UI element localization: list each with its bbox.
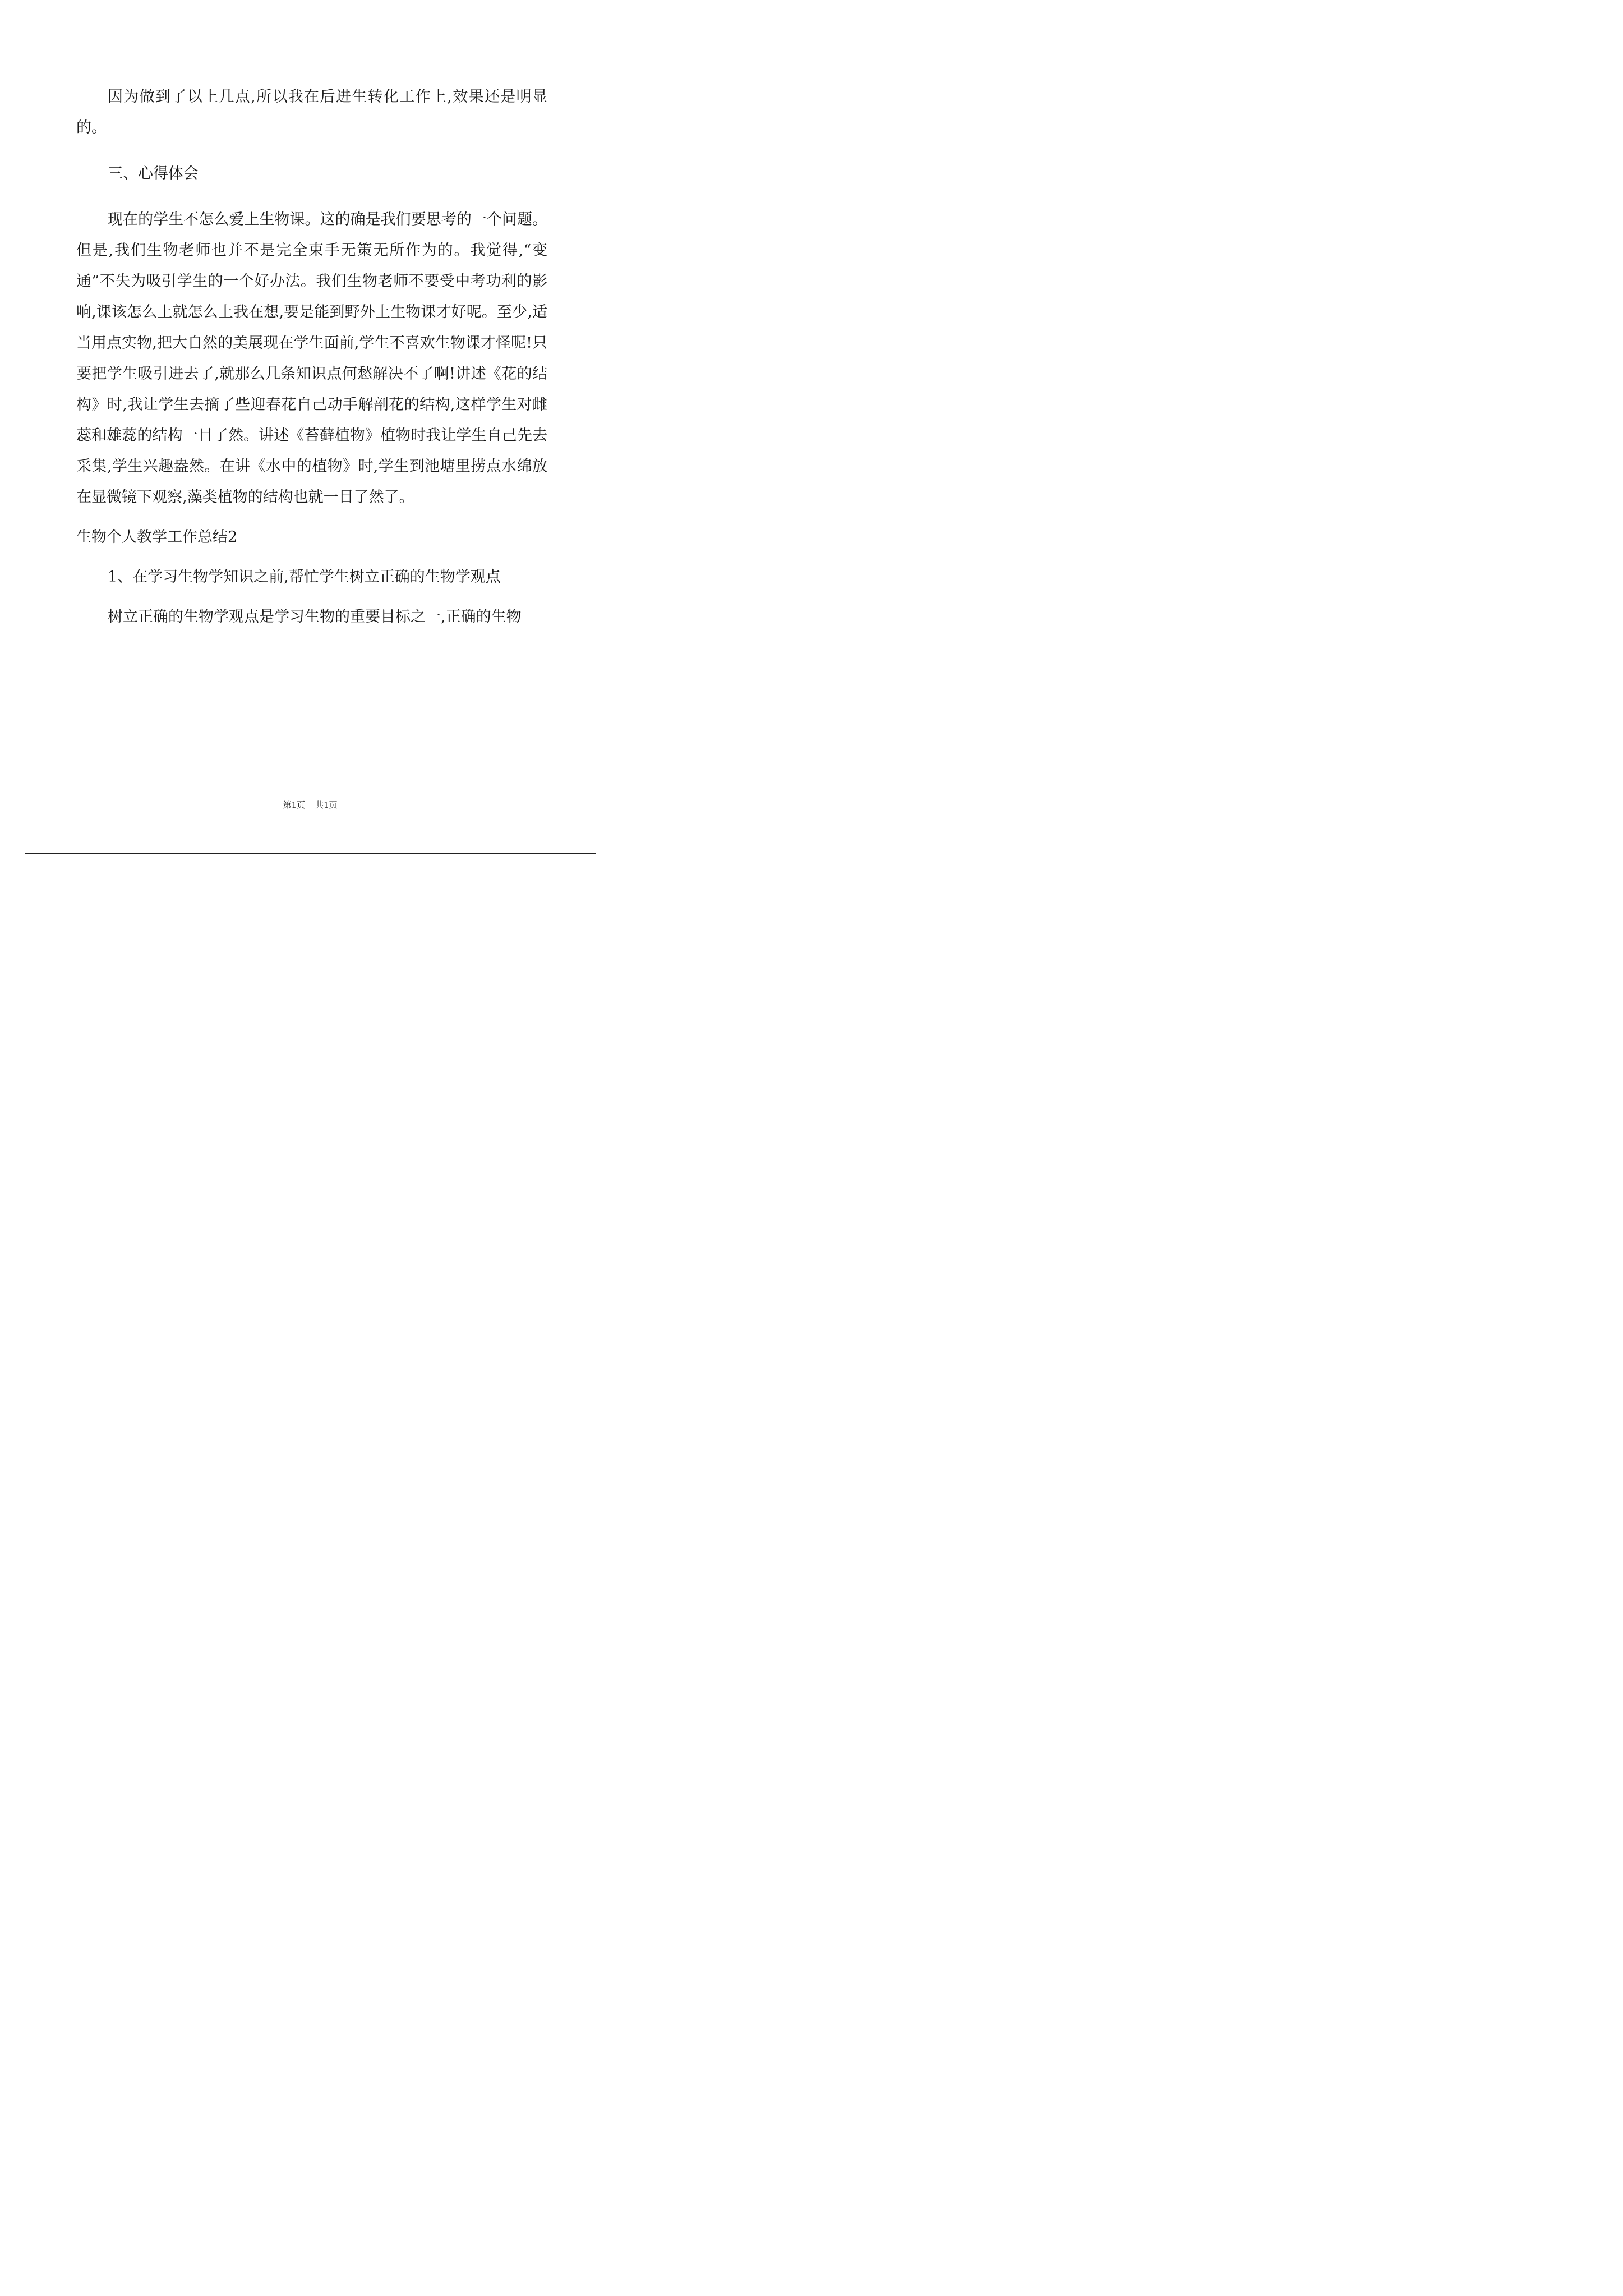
document-subtitle: 生物个人教学工作总结2	[76, 528, 238, 546]
page-footer	[0, 799, 620, 811]
total-pages: 共1页	[315, 800, 338, 810]
paragraph-conclusion: 因为做到了以上几点,所以我在后进生转化工作上,效果还是明显的。	[76, 88, 547, 136]
paragraph-continued: 树立正确的生物学观点是学习生物的重要目标之一,正确的生物	[108, 608, 522, 625]
numbered-point: 1、在学习生物学知识之前,帮忙学生树立正确的生物学观点	[108, 568, 501, 586]
document-body	[76, 81, 547, 632]
page-number: 第1页	[283, 800, 305, 810]
paragraph-reflection: 现在的学生不怎么爱上生物课。这的确是我们要思考的一个问题。但是,我们生物老师也并不是完全束手无策无所作为的。我觉得,“变通”不失为吸引学生的一个好办法。我们生物老师不要受中考功利的影响,课该怎么上就怎么上我在想,要是能到野外上生物课才好呢。至少,适当用点实物,把大自然的美展现在学生面前,学生不喜欢生物课才怪呢!只要把学生吸引进去了,就那么几条知识点何愁解决不了啊!讲述《花的结构》时,我让学生去摘了些迎春花自己动手解剖花的结构,这样学生对雌蕊和雄蕊的结构一目了然。讲述《苔藓植物》植物时我让学生自己先去采集,学生兴趣盎然。在讲《水中的植物》时,学生到池塘里捞点水绵放在显微镜下观察,藻类植物的结构也就一目了然了。	[76, 211, 547, 506]
section-heading: 三、心得体会	[108, 165, 199, 182]
